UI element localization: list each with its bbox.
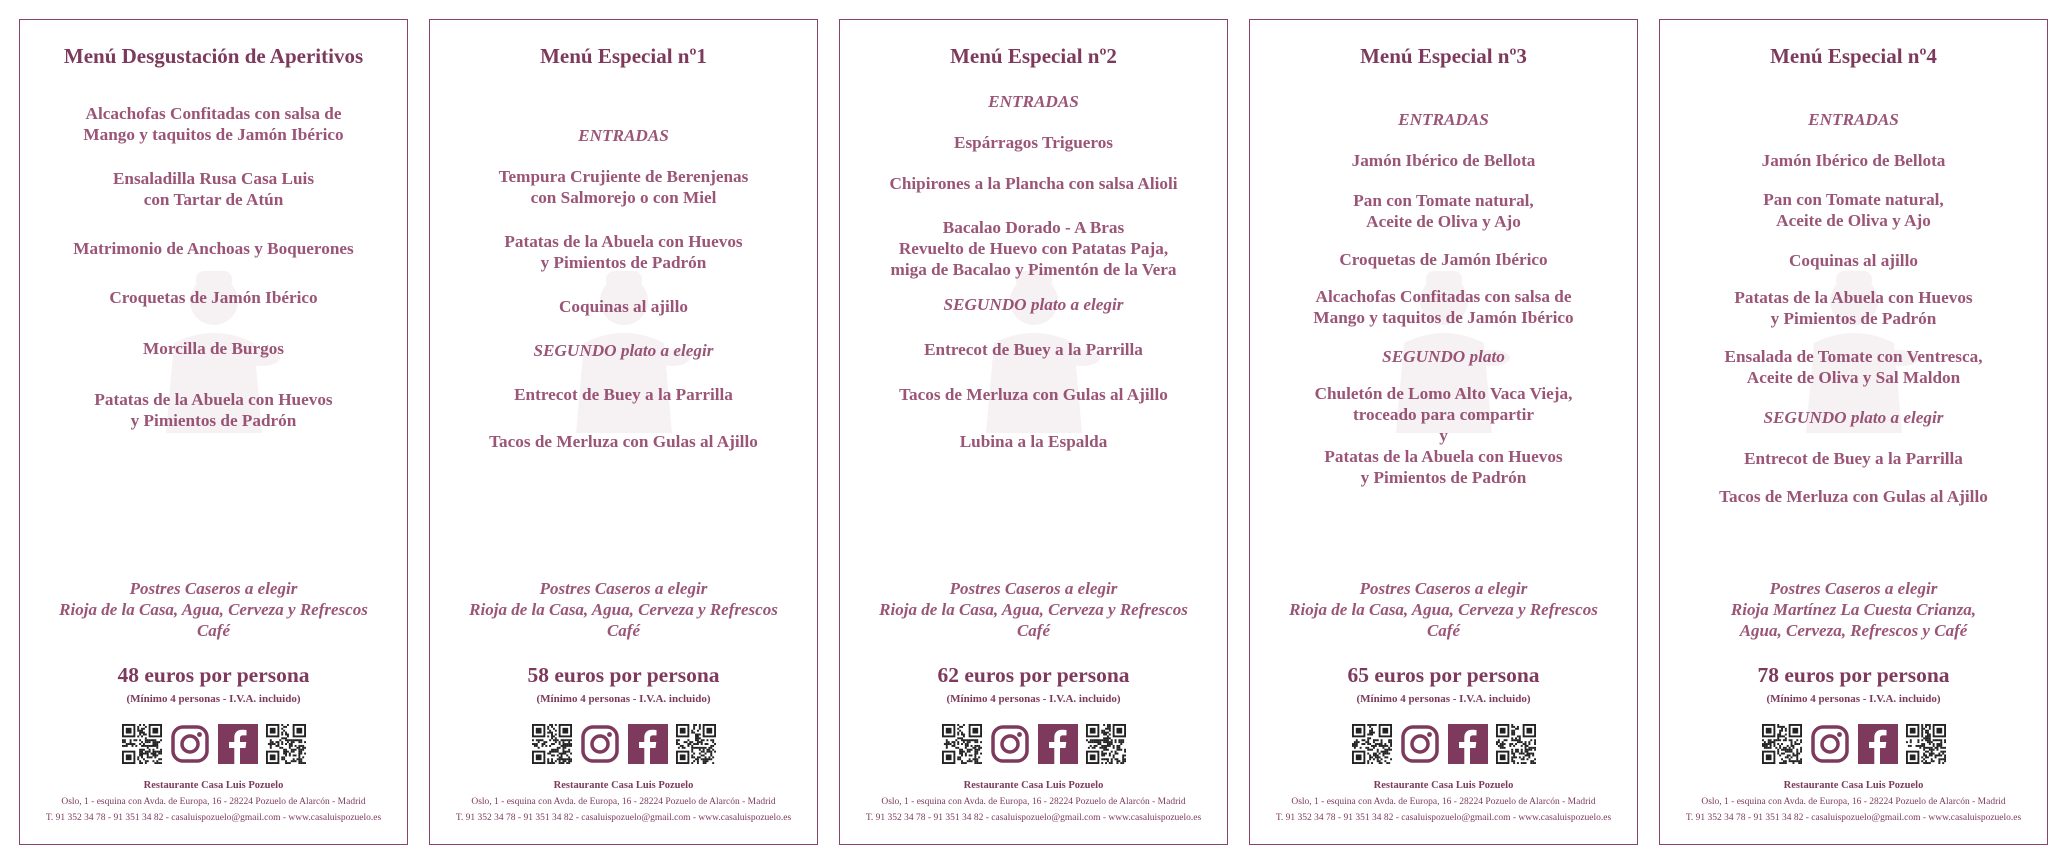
desserts-drinks: Postres Caseros a elegir Rioja de la Casa, Agua, Cerveza y Refrescos Café: [879, 579, 1188, 640]
dish-item: Ensaladilla Rusa Casa Luis con Tartar de Atún: [112, 169, 315, 209]
price: 48 euros por persona: [117, 663, 310, 687]
instagram-icon[interactable]: [580, 724, 620, 764]
desserts-drinks: Postres Caseros a elegir Rioja Martínez La Cuesta Crianza, Agua, Cerveza, Refrescos y Café: [1730, 579, 1977, 640]
qr-code-icon[interactable]: [1086, 724, 1126, 764]
menu-card-1: [19, 19, 408, 845]
qr-code-icon[interactable]: [1762, 724, 1802, 764]
social-links: [122, 724, 306, 764]
qr-code-icon[interactable]: [942, 724, 982, 764]
restaurant-name: Restaurante Casa Luis Pozuelo: [143, 780, 284, 791]
facebook-icon[interactable]: [628, 724, 668, 764]
instagram-icon[interactable]: [990, 724, 1030, 764]
dish-item: Jamón Ibérico de Bellota: [1761, 151, 1946, 170]
dish-item: Jamón Ibérico de Bellota: [1351, 151, 1536, 170]
social-links: [942, 724, 1126, 764]
menu-items: [1674, 109, 2033, 552]
dish-item: Bacalao Dorado - A Bras Revuelto de Huevo con Patatas Paja, miga de Bacalao y Pimentón de la Vera: [890, 218, 1177, 279]
restaurant-contact: T. 91 352 34 78 - 91 351 34 82 - casaluispozuelo@gmail.com - www.casaluispozuelo.es: [1275, 813, 1612, 823]
dish-item: Chipirones a la Plancha con salsa Alioli: [889, 174, 1178, 193]
price: 65 euros por persona: [1347, 663, 1540, 687]
restaurant-name: Restaurante Casa Luis Pozuelo: [1373, 780, 1514, 791]
restaurant-contact: T. 91 352 34 78 - 91 351 34 82 - casaluispozuelo@gmail.com - www.casaluispozuelo.es: [45, 813, 382, 823]
dish-item: Ensalada de Tomate con Ventresca, Aceite de Oliva y Sal Maldon: [1724, 347, 1983, 387]
section-heading: SEGUNDO plato a elegir: [533, 341, 714, 360]
restaurant-contact: T. 91 352 34 78 - 91 351 34 82 - casaluispozuelo@gmail.com - www.casaluispozuelo.es: [455, 813, 792, 823]
facebook-icon[interactable]: [218, 724, 258, 764]
dish-item: Alcachofas Confitadas con salsa de Mango y taquitos de Jamón Ibérico: [83, 104, 344, 144]
menu-title: Menú Especial nº2: [950, 44, 1117, 68]
price: 58 euros por persona: [527, 663, 720, 687]
menu-items: [1264, 109, 1623, 546]
desserts-drinks: Postres Caseros a elegir Rioja de la Casa, Agua, Cerveza y Refrescos Café: [469, 579, 778, 640]
facebook-icon[interactable]: [1858, 724, 1898, 764]
facebook-icon[interactable]: [1448, 724, 1488, 764]
dish-item: Coquinas al ajillo: [1789, 251, 1918, 270]
section-heading: SEGUNDO plato a elegir: [1763, 408, 1944, 427]
menu-items: [34, 103, 393, 552]
facebook-icon[interactable]: [1038, 724, 1078, 764]
social-links: [1352, 724, 1536, 764]
qr-code-icon[interactable]: [266, 724, 306, 764]
dish-item: Lubina a la Espalda: [959, 432, 1108, 451]
instagram-icon[interactable]: [1810, 724, 1850, 764]
dish-item: Tacos de Merluza con Gulas al Ajillo: [1719, 487, 1988, 506]
menu-title: Menú Especial nº3: [1360, 44, 1527, 68]
restaurant-name: Restaurante Casa Luis Pozuelo: [1783, 780, 1924, 791]
restaurant-name: Restaurante Casa Luis Pozuelo: [963, 780, 1104, 791]
qr-code-icon[interactable]: [122, 724, 162, 764]
dish-item: Morcilla de Burgos: [143, 339, 284, 358]
section-heading: ENTRADAS: [578, 126, 669, 145]
dish-item: Croquetas de Jamón Ibérico: [109, 288, 318, 307]
dish-item: Tempura Crujiente de Berenjenas con Salmorejo o con Miel: [498, 167, 749, 207]
dish-item: Tacos de Merluza con Gulas al Ajillo: [899, 385, 1168, 404]
menu-card-5: [1659, 19, 2048, 845]
qr-code-icon[interactable]: [532, 724, 572, 764]
dish-item: Pan con Tomate natural, Aceite de Oliva y Ajo: [1763, 190, 1944, 230]
dish-item: Chuletón de Lomo Alto Vaca Vieja, troceado para compartir y Patatas de la Abuela con Huevos y Pimientos de Padrón: [1314, 384, 1573, 487]
desserts-drinks: Postres Caseros a elegir Rioja de la Casa, Agua, Cerveza y Refrescos Café: [1289, 579, 1598, 640]
price: 78 euros por persona: [1757, 663, 1950, 687]
menu-items: [444, 125, 803, 546]
dish-item: Coquinas al ajillo: [559, 297, 688, 316]
section-heading: SEGUNDO plato a elegir: [943, 295, 1124, 314]
dish-item: Entrecot de Buey a la Parrilla: [1744, 449, 1963, 468]
qr-code-icon[interactable]: [1906, 724, 1946, 764]
menu-card-2: [429, 19, 818, 845]
restaurant-address: Oslo, 1 - esquina con Avda. de Europa, 16 - 28224 Pozuelo de Alarcón - Madrid: [471, 797, 776, 807]
social-links: [532, 724, 716, 764]
social-links: [1762, 724, 1946, 764]
dish-item: Patatas de la Abuela con Huevos y Pimientos de Padrón: [1734, 288, 1973, 328]
section-heading: ENTRADAS: [988, 92, 1079, 111]
dish-item: Alcachofas Confitadas con salsa de Mango y taquitos de Jamón Ibérico: [1313, 287, 1574, 327]
menu-items: [854, 91, 1213, 548]
minimum-note: (Mínimo 4 personas - I.V.A. incluido): [1766, 693, 1941, 705]
menu-title: Menú Desgustación de Aperitivos: [63, 44, 364, 68]
dish-item: Espárragos Trigueros: [954, 133, 1113, 152]
dish-item: Matrimonio de Anchoas y Boquerones: [73, 239, 354, 258]
qr-code-icon[interactable]: [1352, 724, 1392, 764]
price: 62 euros por persona: [937, 663, 1130, 687]
dish-item: Pan con Tomate natural, Aceite de Oliva y Ajo: [1353, 191, 1534, 231]
dish-item: Tacos de Merluza con Gulas al Ajillo: [489, 432, 758, 451]
desserts-drinks: Postres Caseros a elegir Rioja de la Casa, Agua, Cerveza y Refrescos Café: [59, 579, 368, 640]
dish-item: Croquetas de Jamón Ibérico: [1339, 250, 1548, 269]
dish-item: Patatas de la Abuela con Huevos y Pimientos de Padrón: [504, 232, 743, 272]
restaurant-address: Oslo, 1 - esquina con Avda. de Europa, 16 - 28224 Pozuelo de Alarcón - Madrid: [881, 797, 1186, 807]
instagram-icon[interactable]: [1400, 724, 1440, 764]
menu-title: Menú Especial nº1: [540, 44, 707, 68]
restaurant-address: Oslo, 1 - esquina con Avda. de Europa, 16 - 28224 Pozuelo de Alarcón - Madrid: [61, 797, 366, 807]
section-heading: SEGUNDO plato: [1382, 347, 1505, 366]
section-heading: ENTRADAS: [1808, 110, 1899, 129]
restaurant-address: Oslo, 1 - esquina con Avda. de Europa, 16 - 28224 Pozuelo de Alarcón - Madrid: [1291, 797, 1596, 807]
minimum-note: (Mínimo 4 personas - I.V.A. incluido): [1356, 693, 1531, 705]
restaurant-name: Restaurante Casa Luis Pozuelo: [553, 780, 694, 791]
dish-item: Entrecot de Buey a la Parrilla: [924, 340, 1143, 359]
minimum-note: (Mínimo 4 personas - I.V.A. incluido): [946, 693, 1121, 705]
qr-code-icon[interactable]: [676, 724, 716, 764]
dish-item: Entrecot de Buey a la Parrilla: [514, 385, 733, 404]
dish-item: Patatas de la Abuela con Huevos y Pimientos de Padrón: [94, 390, 333, 430]
restaurant-contact: T. 91 352 34 78 - 91 351 34 82 - casaluispozuelo@gmail.com - www.casaluispozuelo.es: [1685, 813, 2022, 823]
qr-code-icon[interactable]: [1496, 724, 1536, 764]
instagram-icon[interactable]: [170, 724, 210, 764]
menu-card-3: [839, 19, 1228, 845]
restaurant-contact: T. 91 352 34 78 - 91 351 34 82 - casaluispozuelo@gmail.com - www.casaluispozuelo.es: [865, 813, 1202, 823]
menu-title: Menú Especial nº4: [1770, 44, 1937, 68]
restaurant-address: Oslo, 1 - esquina con Avda. de Europa, 16 - 28224 Pozuelo de Alarcón - Madrid: [1701, 797, 2006, 807]
minimum-note: (Mínimo 4 personas - I.V.A. incluido): [126, 693, 301, 705]
minimum-note: (Mínimo 4 personas - I.V.A. incluido): [536, 693, 711, 705]
section-heading: ENTRADAS: [1398, 110, 1489, 129]
menu-card-4: [1249, 19, 1638, 845]
